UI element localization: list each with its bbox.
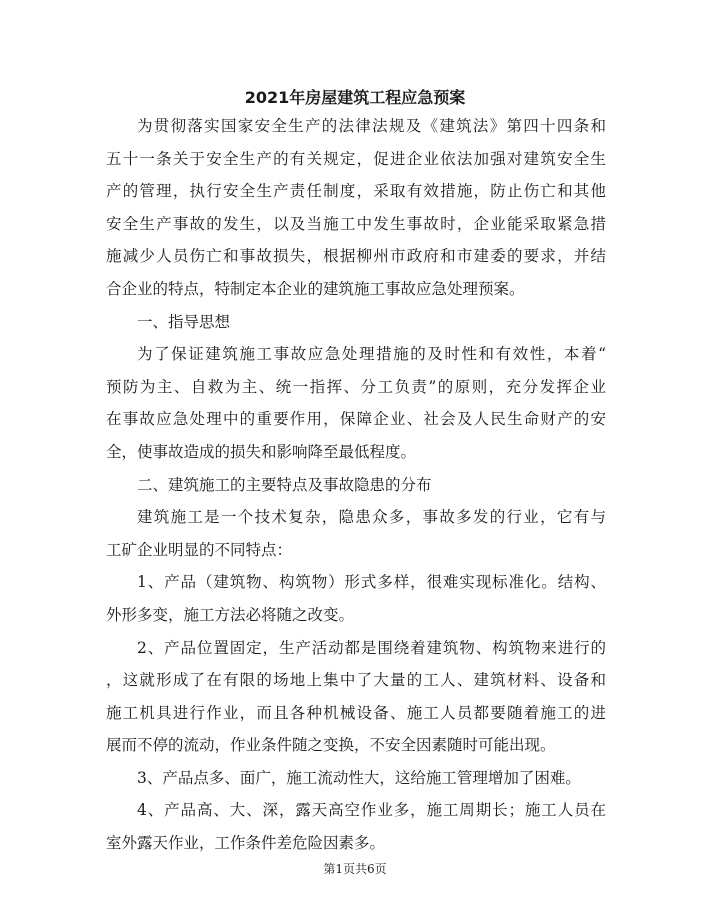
text-line: 全，使事故造成的损失和影响降至最低程度。 <box>106 442 417 461</box>
text-line: 产的管理，执行安全生产责任制度，采取有效措施，防止伤亡和其他 <box>106 182 606 201</box>
text-line: ，这就形成了在有限的场地上集中了大量的工人、建筑材料、设备和 <box>106 671 606 690</box>
text-line: 安全生产事故的发生，以及当施工中发生事故时，企业能采取紧急措 <box>106 214 606 233</box>
text-line: 在事故应急处理中的重要作用，保障企业、社会及人民生命财产的安 <box>106 410 606 429</box>
text-line: 3、产品点多、面广，施工流动性大，这给施工管理增加了困难。 <box>137 768 581 787</box>
text-line: 合企业的特点，特制定本企业的建筑施工事故应急处理预案。 <box>106 279 525 298</box>
text-line: 施工机具进行作业，而且各种机械设备、施工人员都要随着施工的进 <box>106 703 606 722</box>
section-heading: 二、建筑施工的主要特点及事故隐患的分布 <box>137 475 432 494</box>
text-line: 为了保证建筑施工事故应急处理措施的及时性和有效性，本着“ <box>137 345 606 364</box>
text-line: 预防为主、自救为主、统一指挥、分工负责”的原则，充分发挥企业 <box>106 377 606 396</box>
document-title: 2021年房屋建筑工程应急预案 <box>244 88 466 107</box>
text-line: 4、产品高、大、深，露天高空作业多，施工周期长；施工人员在 <box>137 801 606 820</box>
text-line: 五十一条关于安全生产的有关规定，促进企业依法加强对建筑安全生 <box>106 149 606 168</box>
page-number: 第1页共6页 <box>323 862 387 876</box>
text-line: 工矿企业明显的不同特点： <box>106 540 293 559</box>
text-line: 施减少人员伤亡和事故损失，根据柳州市政府和市建委的要求，并结 <box>106 247 606 266</box>
document-body <box>106 116 606 866</box>
text-line: 外形多变，施工方法必将随之改变。 <box>106 605 355 624</box>
text-line: 2、产品位置固定，生产活动都是围绕着建筑物、构筑物来进行的 <box>137 638 606 657</box>
text-line: 1、产品（建筑物、构筑物）形式多样，很难实现标准化。结构、 <box>137 573 606 592</box>
section-heading: 一、指导思想 <box>137 312 231 331</box>
text-line: 建筑施工是一个技术复杂，隐患众多，事故多发的行业，它有与 <box>137 508 606 527</box>
text-line: 室外露天作业，工作条件差危险因素多。 <box>106 834 386 853</box>
text-line: 为贯彻落实国家安全生产的法律法规及《建筑法》第四十四条和 <box>137 117 606 135</box>
text-line: 展而不停的流动，作业条件随之变换，不安全因素随时可能出现。 <box>106 736 556 755</box>
